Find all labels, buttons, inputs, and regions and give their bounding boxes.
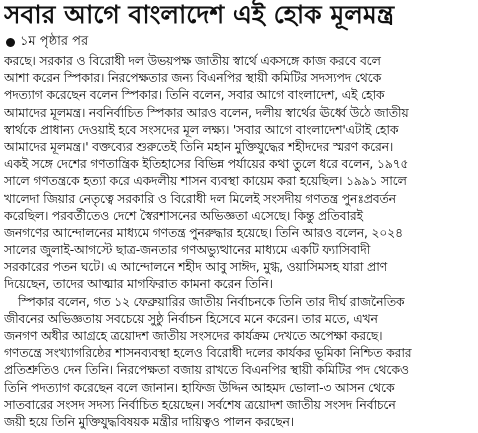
article-line: সালে গণতন্ত্রকে হত্যা করে একদলীয় শাসন ব্যবস্থা কায়েম করা হয়েছিল। ১৯৯১ সালে xyxy=(4,173,407,189)
article-line: করছে। সরকার ও বিরোধী দল উভয়পক্ষ জাতীয় স্বার্থে একসঙ্গে কাজ করবে বলে xyxy=(4,53,381,68)
headline: সবার আগে বাংলাদেশ এই হোক মূলমন্ত্র xyxy=(4,0,395,29)
article-line: সরকারের পতন ঘটে। এ আন্দোলনে শহীদ আবু সাঈদ, মুগ্ধ, ওয়াসিমসহ যারা প্রাণ xyxy=(4,259,387,275)
continued-from-label xyxy=(6,34,88,50)
article-body xyxy=(4,52,474,430)
article-line: পদত্যাগ করেছেন বলেন স্পিকার। তিনি বলেন, সবার আগে বাংলাদেশ, এই হোক xyxy=(4,87,385,103)
article-line: একই সঙ্গে দেশের গণতান্ত্রিক ইতিহাসের বিভিন্ন পর্যায়ের কথা তুলে ধরে বলেন, ১৯৭৫ xyxy=(4,156,409,172)
article-line: আমাদের মূলমন্ত্র। নবনির্বাচিত স্পিকার আরও বলেন, দলীয় স্বার্থের ঊর্ধ্বে উঠে জাতীয় xyxy=(4,104,409,120)
article-line: গণতন্ত্রে সংখ্যাগরিষ্ঠের শাসনব্যবস্থা হলেও বিরোধী দলের কার্যকর ভূমিকা নিশ্চিত করার xyxy=(4,345,412,361)
article-line: জনগণের আন্দোলনের মাধ্যমে গণতন্ত্র পুনরুদ্ধার হয়েছে। তিনি আরও বলেন, ২০২৪ xyxy=(4,224,403,240)
article-line: স্পিকার বলেন, গত ১২ ফেব্রুয়ারির জাতীয় নির্বাচনকে তিনি তার দীর্ঘ রাজনৈতিক xyxy=(18,293,405,309)
article-line: জনগণ অধীর আগ্রহে ত্রয়োদশ জাতীয় সংসদের কার্যক্রম দেখতে অপেক্ষা করছে। xyxy=(4,328,383,343)
article-line: জীবনের অভিজ্ঞতায় সবচেয়ে সুষ্ঠু নির্বাচন হিসেবে মনে করেন। তার মতে, এখন xyxy=(4,310,378,326)
article-line: তিনি পদত্যাগ করেছেন বলে জানান। হাফিজ উদ্দিন আহমদ ভোলা-৩ আসন থেকে xyxy=(4,379,395,395)
article-line: খালেদা জিয়ার নেতৃত্বে সরকারি ও বিরোধী দল মিলেই সংসদীয় গণতন্ত্র পুনঃপ্রবর্তন xyxy=(4,190,396,206)
bullet-icon xyxy=(6,38,15,47)
continued-from-text: ১ম পৃষ্ঠার পর xyxy=(20,34,89,49)
article-line: সালের জুলাই-আগস্টে ছাত্র-জনতার গণঅভ্যুত্থানের মাধ্যমে একটি ফ্যাসিবাদী xyxy=(4,242,371,258)
article-line: প্রতিশ্রুতিও দেন তিনি। নিরপেক্ষতা বজায় রাখতে বিএনপির স্থায়ী কমিটির পদ থেকেও xyxy=(4,362,409,378)
article-line: করেছিল। পরবর্তীতেও দেশে স্বৈরশাসনের অভিজ্ঞতা এসেছে। কিন্তু প্রতিবারই xyxy=(4,207,363,223)
article-line: আশা করেন স্পিকার। নিরপেক্ষতার জন্য বিএনপির স্থায়ী কমিটির সদস্যপদ থেকে xyxy=(4,70,382,86)
article-line: জয়ী হয়ে তিনি মুক্তিযুদ্ধবিষয়ক মন্ত্রীর দায়িত্বও পালন করছেন। xyxy=(4,413,294,429)
article-line: দিয়েছেন, তাদের আত্মার মাগফিরাত কামনা করেন তিনি। xyxy=(4,276,273,292)
article-line: আমাদের মূলমন্ত্র।' বক্তব্যের শুরুতেই তিনি মহান মুক্তিযুদ্ধের শহীদদের স্মরণ করেন। xyxy=(4,138,394,154)
article-line: স্বার্থকে প্রাধান্য দেওয়াই হবে সংসদের মূল লক্ষ্য। 'সবার আগে বাংলাদেশ'এটাই হোক xyxy=(4,121,399,137)
article-line: সাতবারের সংসদ সদস্য নির্বাচিত হয়েছেন। সর্বশেষ ত্রয়োদশ জাতীয় সংসদ নির্বাচনে xyxy=(4,396,396,412)
